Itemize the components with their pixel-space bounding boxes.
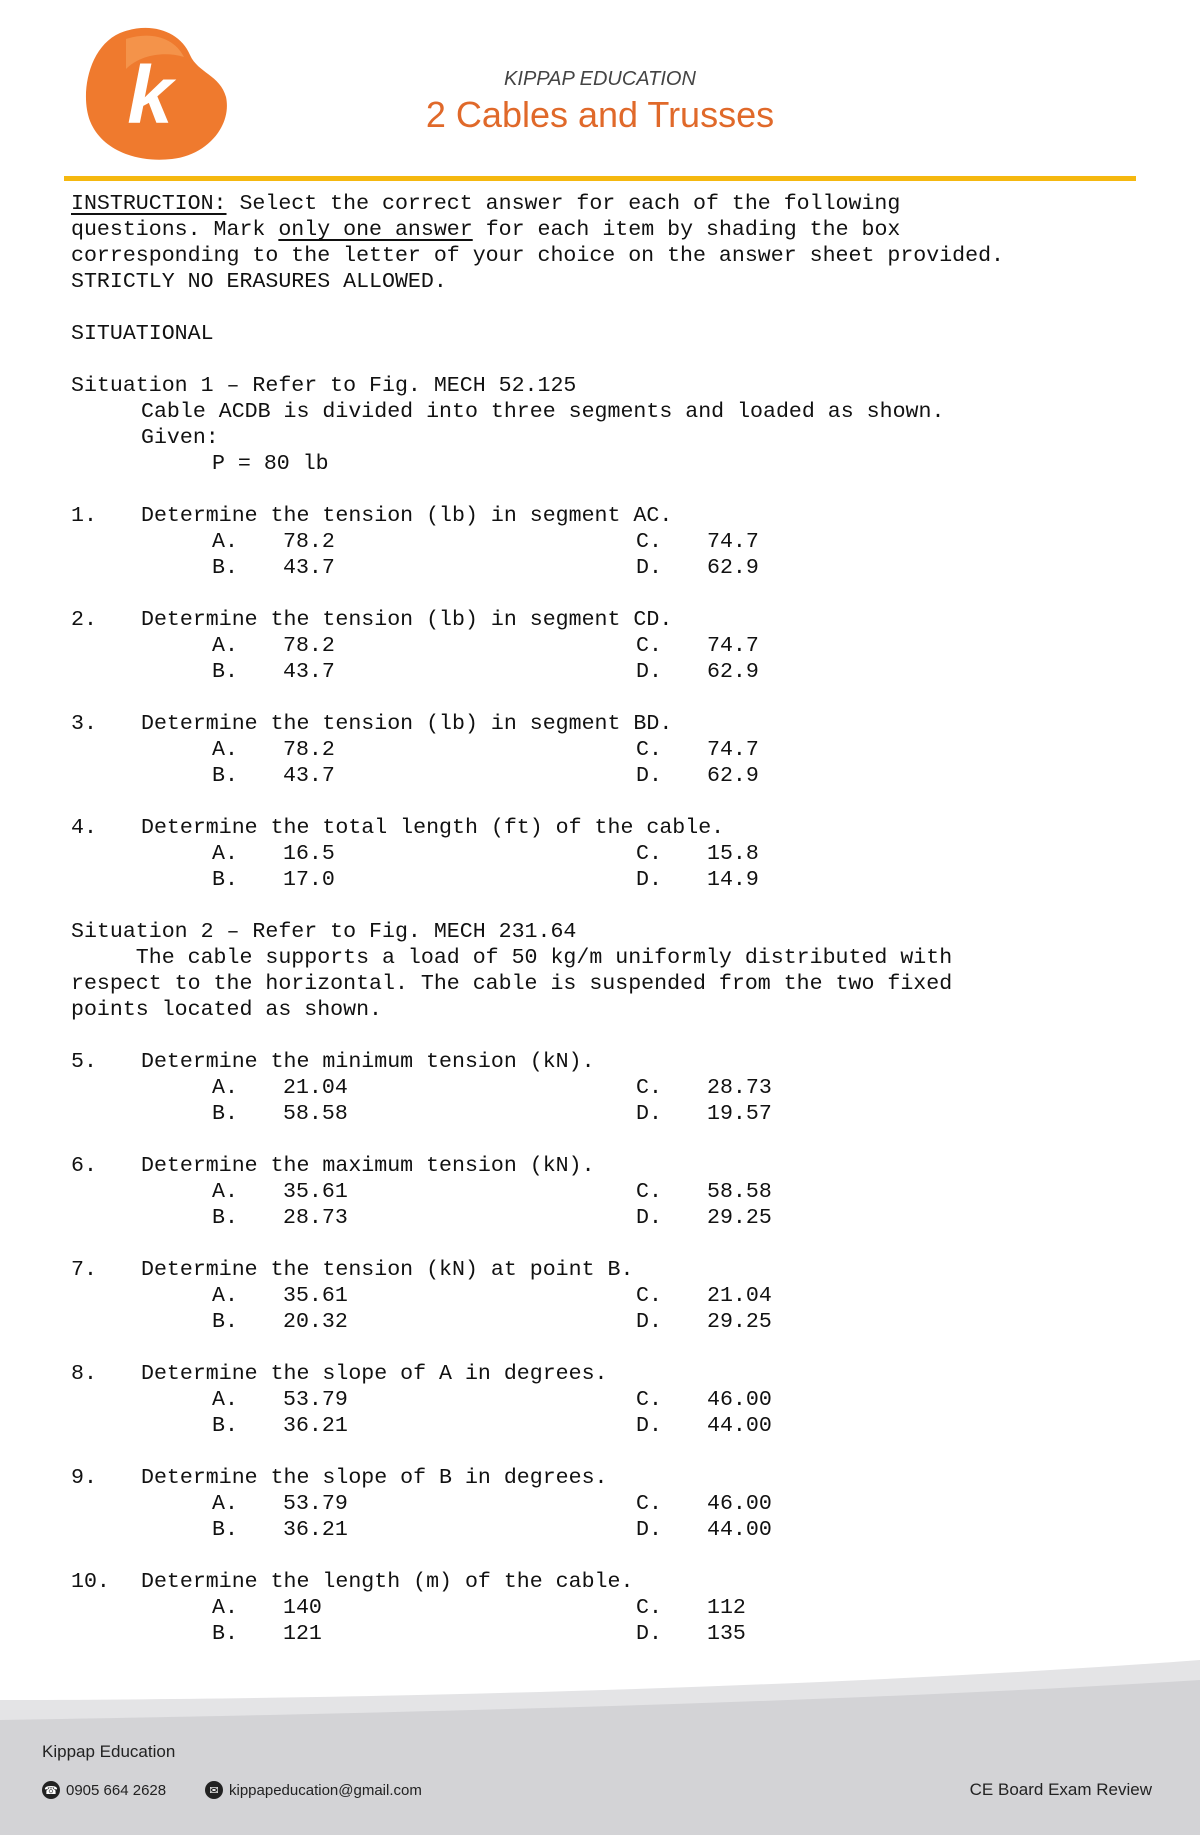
option-row: [71, 1179, 1151, 1205]
situation-2-text: points located as shown.: [71, 998, 383, 1022]
question-text: Determine the length (m) of the cable.: [141, 1570, 634, 1594]
instruction-line-3: corresponding to the letter of your choice on the answer sheet provided.: [71, 244, 1005, 268]
option-value: 15.8: [707, 842, 759, 866]
option-value: 112: [707, 1596, 746, 1620]
footer-tagline: CE Board Exam Review: [969, 1780, 1152, 1799]
option-letter: A.: [212, 1492, 238, 1516]
logo-letter: k: [127, 50, 173, 141]
option-row: [71, 763, 1151, 789]
option-value: 74.7: [707, 530, 759, 554]
question-item: [71, 1465, 1151, 1491]
question-number: 6.: [71, 1154, 97, 1178]
page-header: [0, 0, 1200, 185]
option-row: [71, 1075, 1151, 1101]
kippap-logo: [80, 25, 230, 161]
option-letter: B.: [212, 1518, 238, 1542]
option-letter: D.: [636, 1414, 662, 1438]
question-item: [71, 1153, 1151, 1179]
option-value: 21.04: [283, 1076, 348, 1100]
option-value: 62.9: [707, 660, 759, 684]
situation-2-text: The cable supports a load of 50 kg/m uniformly distributed with: [71, 946, 953, 970]
option-value: 36.21: [283, 1414, 348, 1438]
option-value: 36.21: [283, 1518, 348, 1542]
option-value: 62.9: [707, 764, 759, 788]
question-item: [71, 503, 1151, 529]
option-value: 43.7: [283, 764, 335, 788]
question-item: [71, 711, 1151, 737]
option-letter: A.: [212, 1180, 238, 1204]
option-letter: B.: [212, 1310, 238, 1334]
option-value: 43.7: [283, 556, 335, 580]
question-item: [71, 1049, 1151, 1075]
option-value: 78.2: [283, 738, 335, 762]
header-divider: [64, 176, 1136, 181]
option-value: 21.04: [707, 1284, 772, 1308]
option-value: 74.7: [707, 738, 759, 762]
option-value: 53.79: [283, 1388, 348, 1412]
option-row: [71, 841, 1151, 867]
option-letter: A.: [212, 1284, 238, 1308]
footer-wave: [0, 1660, 1200, 1835]
situation-1-given: Given:: [141, 426, 219, 450]
option-letter: B.: [212, 1622, 238, 1646]
option-letter: A.: [212, 1596, 238, 1620]
option-value: 46.00: [707, 1492, 772, 1516]
option-value: 29.25: [707, 1206, 772, 1230]
situation-1-value: P = 80 lb: [212, 452, 329, 476]
question-text: Determine the tension (lb) in segment CD.: [141, 608, 673, 632]
option-letter: D.: [636, 1622, 662, 1646]
option-value: 53.79: [283, 1492, 348, 1516]
question-number: 7.: [71, 1258, 97, 1282]
question-number: 8.: [71, 1362, 97, 1386]
situation-2-heading: Situation 2 – Refer to Fig. MECH 231.64: [71, 920, 577, 944]
option-value: 78.2: [283, 634, 335, 658]
footer-org-name: Kippap Education: [42, 1742, 176, 1761]
instruction-line-2: [71, 217, 1151, 243]
phone-icon: ☎: [42, 1781, 60, 1799]
option-value: 43.7: [283, 660, 335, 684]
option-letter: A.: [212, 634, 238, 658]
option-value: 14.9: [707, 868, 759, 892]
option-row: [71, 1101, 1151, 1127]
situation-2-text: respect to the horizontal. The cable is suspended from the two fixed: [71, 972, 953, 996]
question-number: 2.: [71, 608, 97, 632]
option-letter: A.: [212, 530, 238, 554]
option-row: [71, 1517, 1151, 1543]
option-letter: D.: [636, 1206, 662, 1230]
exam-content: [71, 191, 1151, 1673]
organization-name: KIPPAP EDUCATION: [504, 68, 696, 90]
question-group-situation-2: [71, 1049, 1151, 1673]
question-number: 1.: [71, 504, 97, 528]
option-letter: B.: [212, 868, 238, 892]
option-letter: B.: [212, 1414, 238, 1438]
option-value: 19.57: [707, 1102, 772, 1126]
question-text: Determine the minimum tension (kN).: [141, 1050, 595, 1074]
question-item: [71, 607, 1151, 633]
question-text: Determine the slope of A in degrees.: [141, 1362, 608, 1386]
question-number: 5.: [71, 1050, 97, 1074]
option-value: 58.58: [707, 1180, 772, 1204]
option-value: 74.7: [707, 634, 759, 658]
option-row: [71, 1309, 1151, 1335]
option-letter: D.: [636, 556, 662, 580]
option-letter: C.: [636, 1180, 662, 1204]
question-item: [71, 1569, 1151, 1595]
option-value: 46.00: [707, 1388, 772, 1412]
option-value: 44.00: [707, 1518, 772, 1542]
option-value: 16.5: [283, 842, 335, 866]
option-letter: D.: [636, 660, 662, 684]
option-letter: A.: [212, 1388, 238, 1412]
instruction-emphasis: only one answer: [278, 218, 473, 242]
option-letter: C.: [636, 1284, 662, 1308]
option-letter: B.: [212, 1206, 238, 1230]
option-value: 17.0: [283, 868, 335, 892]
option-letter: B.: [212, 764, 238, 788]
option-value: 62.9: [707, 556, 759, 580]
option-row: [71, 659, 1151, 685]
option-value: 28.73: [707, 1076, 772, 1100]
mail-icon: ✉: [205, 1781, 223, 1799]
option-letter: D.: [636, 764, 662, 788]
option-row: [71, 1595, 1151, 1621]
instruction-line-1: [71, 191, 1151, 217]
option-letter: A.: [212, 842, 238, 866]
option-value: 58.58: [283, 1102, 348, 1126]
instruction-text: for each item by shading the box: [472, 218, 901, 242]
option-row: [71, 1387, 1151, 1413]
instruction-line-4: STRICTLY NO ERASURES ALLOWED.: [71, 270, 447, 294]
question-group-situation-1: [71, 503, 1151, 919]
option-row: [71, 633, 1151, 659]
question-text: Determine the tension (kN) at point B.: [141, 1258, 634, 1282]
instruction-text: Select the correct answer for each of the following: [226, 192, 901, 216]
question-item: [71, 815, 1151, 841]
option-row: [71, 737, 1151, 763]
option-value: 35.61: [283, 1284, 348, 1308]
option-row: [71, 555, 1151, 581]
question-text: Determine the total length (ft) of the cable.: [141, 816, 725, 840]
question-number: 3.: [71, 712, 97, 736]
question-text: Determine the tension (lb) in segment BD.: [141, 712, 673, 736]
option-row: [71, 1491, 1151, 1517]
option-letter: C.: [636, 634, 662, 658]
question-text: Determine the maximum tension (kN).: [141, 1154, 595, 1178]
page-title: 2 Cables and Trusses: [425, 94, 775, 135]
situation-1-text: Cable ACDB is divided into three segments and loaded as shown.: [141, 400, 945, 424]
option-value: 44.00: [707, 1414, 772, 1438]
question-number: 9.: [71, 1466, 97, 1490]
page-footer: [0, 1660, 1200, 1835]
option-value: 135: [707, 1622, 746, 1646]
option-letter: C.: [636, 738, 662, 762]
question-text: Determine the slope of B in degrees.: [141, 1466, 608, 1490]
question-item: [71, 1257, 1151, 1283]
option-letter: C.: [636, 1596, 662, 1620]
situation-1-heading: Situation 1 – Refer to Fig. MECH 52.125: [71, 374, 577, 398]
option-letter: C.: [636, 530, 662, 554]
option-letter: B.: [212, 660, 238, 684]
question-item: [71, 1361, 1151, 1387]
footer-phone: [42, 1781, 166, 1799]
option-value: 29.25: [707, 1310, 772, 1334]
question-number: 4.: [71, 816, 97, 840]
question-number: 10.: [71, 1570, 110, 1594]
option-letter: D.: [636, 1518, 662, 1542]
option-letter: D.: [636, 1102, 662, 1126]
option-letter: C.: [636, 1388, 662, 1412]
option-row: [71, 529, 1151, 555]
instruction-label: INSTRUCTION:: [71, 192, 227, 216]
option-row: [71, 867, 1151, 893]
option-letter: B.: [212, 556, 238, 580]
option-letter: C.: [636, 1492, 662, 1516]
option-value: 28.73: [283, 1206, 348, 1230]
option-letter: A.: [212, 738, 238, 762]
option-row: [71, 1621, 1151, 1647]
option-row: [71, 1283, 1151, 1309]
section-label: SITUATIONAL: [71, 322, 214, 346]
option-letter: D.: [636, 1310, 662, 1334]
footer-email: [205, 1781, 422, 1799]
option-value: 35.61: [283, 1180, 348, 1204]
footer-email-address: kippapeducation@gmail.com: [229, 1781, 422, 1799]
option-value: 121: [283, 1622, 322, 1646]
option-row: [71, 1205, 1151, 1231]
option-letter: C.: [636, 842, 662, 866]
option-letter: A.: [212, 1076, 238, 1100]
option-letter: B.: [212, 1102, 238, 1126]
option-value: 78.2: [283, 530, 335, 554]
option-letter: D.: [636, 868, 662, 892]
question-text: Determine the tension (lb) in segment AC.: [141, 504, 673, 528]
instruction-text: questions. Mark: [71, 218, 279, 242]
option-value: 20.32: [283, 1310, 348, 1334]
footer-phone-number: 0905 664 2628: [66, 1781, 167, 1799]
option-value: 140: [283, 1596, 322, 1620]
option-row: [71, 1413, 1151, 1439]
option-letter: C.: [636, 1076, 662, 1100]
